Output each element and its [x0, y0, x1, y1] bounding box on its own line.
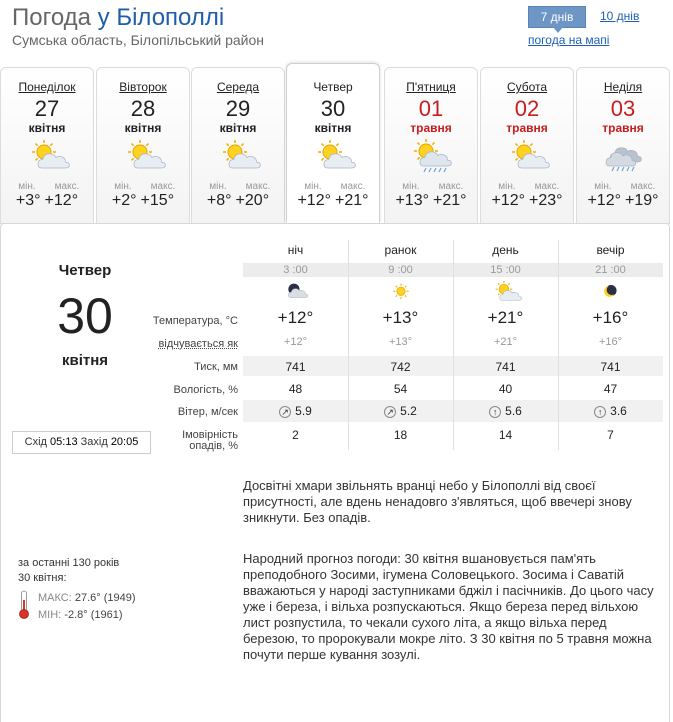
- history-max: [38, 592, 136, 604]
- day-tab-month: квітня: [219, 121, 257, 135]
- col-temp: +16°: [592, 308, 629, 327]
- min-max-temps: [385, 192, 477, 210]
- col-humidity: 48: [288, 382, 303, 396]
- thermometer-icon: [18, 590, 30, 620]
- moon-cloud-icon: [280, 280, 312, 304]
- min-label: мін.: [18, 181, 36, 192]
- min-max-temps: [97, 192, 189, 210]
- col-pressure: 742: [390, 360, 411, 374]
- min-max-labels: [481, 181, 573, 192]
- min-label: мін.: [209, 181, 227, 192]
- region-subtitle: Сумська область, Білопільський район: [12, 32, 265, 48]
- col-feels: +16°: [598, 336, 623, 348]
- min-label: мін.: [304, 181, 322, 192]
- moon-icon: [595, 280, 627, 304]
- row-label-humidity: Вологість, %: [173, 384, 238, 396]
- sun-cloud-icon: [120, 139, 166, 173]
- col-time-2: 15 :00: [490, 264, 521, 276]
- min-max-temps: [287, 192, 379, 210]
- day-tab-weather-icon: [504, 139, 550, 173]
- forecast-description: Досвітні хмари звільнять вранці небо у Білополлі від своєї присутності, але вдень ненадовго з'являться, щоб ввечері знову зникнути. Без опадів.: [243, 478, 632, 525]
- col-feels: +13°: [388, 336, 413, 348]
- col-temp: +21°: [487, 308, 524, 327]
- day-tab-name[interactable]: Четвер: [313, 80, 353, 94]
- col-pressure: 741: [285, 360, 306, 374]
- row-label-feels-like[interactable]: відчувається як: [158, 338, 238, 350]
- history-line-1: за останні 130 років: [18, 557, 120, 569]
- map-link[interactable]: погода на мапі: [528, 33, 610, 47]
- max-temp: +19°: [625, 192, 659, 209]
- day-tab-name[interactable]: Середа: [216, 80, 260, 94]
- sun-icon: [385, 280, 417, 304]
- day-tab-saturday[interactable]: [480, 67, 574, 224]
- max-temp: +21°: [335, 192, 369, 209]
- col-weather-icon: [348, 280, 453, 304]
- title-place: у Білополлі: [97, 4, 225, 31]
- sun-cloud-icon: [215, 139, 261, 173]
- day-tab-wednesday[interactable]: [191, 67, 285, 224]
- min-max-temps: [1, 192, 93, 210]
- sunset-time: 20:05: [110, 436, 139, 448]
- day-tab-name[interactable]: П'ятниця: [406, 80, 456, 94]
- row-label-wind: Вітер, м/сек: [177, 406, 238, 418]
- row-label-precip-1: Імовірність: [182, 429, 238, 441]
- col-wind: [243, 404, 348, 418]
- day-tab-thursday[interactable]: [286, 63, 380, 223]
- day-tab-month: квітня: [314, 121, 352, 135]
- col-weather-icon: [453, 280, 558, 304]
- sun-cloud-icon: [310, 139, 356, 173]
- day-tab-month: травня: [602, 121, 644, 135]
- day-tab-date: 03: [610, 96, 636, 121]
- max-temp: +21°: [433, 192, 467, 209]
- max-temp: +20°: [235, 192, 270, 209]
- wind-direction-icon: ↑: [489, 406, 501, 418]
- col-feels: +12°: [283, 336, 308, 348]
- min-temp: +12°: [491, 192, 525, 209]
- col-precip: 2: [292, 428, 299, 442]
- day-tab-name[interactable]: Неділя: [603, 80, 643, 94]
- col-weather-icon: [243, 280, 348, 304]
- min-temp: +3°: [15, 192, 41, 209]
- day-tabs: [0, 67, 673, 224]
- col-time-0: 3 :00: [283, 264, 308, 276]
- day-tab-date: 29: [225, 96, 251, 121]
- min-max-labels: [385, 181, 477, 192]
- min-max-labels: [577, 181, 669, 192]
- page-title: [12, 4, 224, 32]
- day-tab-weather-icon: [120, 139, 166, 173]
- col-temp: +12°: [277, 308, 314, 327]
- max-label: макс.: [340, 181, 366, 192]
- col-time-3: 21 :00: [595, 264, 626, 276]
- history-max-year: (1949): [103, 592, 136, 604]
- max-label: макс.: [630, 181, 656, 192]
- day-tab-weather-icon: [600, 139, 646, 173]
- history-line-2: 30 квітня:: [18, 572, 67, 584]
- day-tab-friday[interactable]: [384, 67, 478, 224]
- col-humidity: 40: [498, 382, 513, 396]
- min-max-labels: [192, 181, 284, 192]
- day-tab-weather-icon: [310, 139, 356, 173]
- day-tab-month: квітня: [124, 121, 162, 135]
- col-time-1: 9 :00: [388, 264, 413, 276]
- col-humidity: 54: [393, 382, 408, 396]
- sunrise-label: Схід: [24, 436, 47, 448]
- day-tab-date: 27: [34, 96, 60, 121]
- day-tab-date: 02: [514, 96, 540, 121]
- day-tab-name[interactable]: Субота: [506, 80, 548, 94]
- sun-cloud-icon: [24, 139, 70, 173]
- wind-direction-icon: ↑: [594, 406, 606, 418]
- min-max-labels: [1, 181, 93, 192]
- cloud-rain-icon: [600, 139, 646, 173]
- max-temp: +15°: [140, 192, 175, 209]
- col-pressure: 741: [600, 360, 621, 374]
- detail-date: 30: [57, 288, 113, 344]
- row-label-pressure: Тиск, мм: [194, 361, 238, 373]
- max-temp: +12°: [44, 192, 79, 209]
- min-label: мін.: [402, 181, 420, 192]
- day-tab-month: травня: [410, 121, 452, 135]
- history-max-label: МАКС:: [38, 592, 72, 604]
- day-tab-month: травня: [506, 121, 548, 135]
- col-wind-speed: 5.9: [295, 404, 312, 418]
- day-tab-weather-icon: [24, 139, 70, 173]
- sun-cloud-rain-icon: [408, 139, 454, 173]
- day-tab-tuesday[interactable]: [96, 67, 190, 224]
- col-wind: [348, 404, 453, 418]
- row-label-precip-2: опадів, %: [189, 440, 238, 452]
- folk-forecast: [243, 551, 663, 663]
- history-max-value: 27.6°: [74, 592, 101, 604]
- min-temp: +13°: [395, 192, 429, 209]
- sun-cloud-icon: [504, 139, 550, 173]
- col-precip: 18: [393, 428, 408, 442]
- min-temp: +12°: [297, 192, 331, 209]
- day-tab-month: квітня: [28, 121, 66, 135]
- min-label: мін.: [498, 181, 516, 192]
- row-label-temperature: Температура, °C: [152, 315, 238, 327]
- max-label: макс.: [534, 181, 560, 192]
- day-tab-weather-icon: [215, 139, 261, 173]
- history-min-year: (1961): [90, 609, 123, 621]
- min-temp: +12°: [587, 192, 621, 209]
- tab-7-days[interactable]: 7 днів: [528, 6, 586, 28]
- day-tab-name[interactable]: Понеділок: [18, 80, 76, 94]
- detail-month: квітня: [61, 352, 109, 369]
- min-max-temps: [192, 192, 284, 210]
- history-min: [38, 609, 123, 621]
- max-label: макс.: [438, 181, 464, 192]
- min-max-labels: [287, 181, 379, 192]
- wind-direction-icon: ↗: [384, 406, 396, 418]
- min-temp: +2°: [111, 192, 137, 209]
- col-temp: +13°: [382, 308, 419, 327]
- min-temp: +8°: [206, 192, 232, 209]
- wind-direction-icon: ↗: [279, 406, 291, 418]
- col-head-1: ранок: [384, 243, 417, 257]
- day-tab-name[interactable]: Вівторок: [119, 80, 167, 94]
- day-tab-date: 01: [418, 96, 444, 121]
- min-label: мін.: [594, 181, 612, 192]
- col-head-0: ніч: [287, 243, 304, 257]
- min-max-temps: [481, 192, 573, 210]
- min-max-labels: [97, 181, 189, 192]
- day-tab-monday[interactable]: [0, 67, 94, 224]
- row-label-precip: [130, 430, 238, 452]
- min-label: мін.: [114, 181, 132, 192]
- col-precip: 14: [498, 428, 513, 442]
- col-wind-speed: 5.2: [400, 404, 417, 418]
- history-min-value: -2.8°: [64, 609, 88, 621]
- col-wind: [453, 404, 558, 418]
- sun-cloud-icon: [490, 280, 522, 304]
- day-tab-weather-icon: [408, 139, 454, 173]
- col-pressure: 741: [495, 360, 516, 374]
- max-label: макс.: [150, 181, 176, 192]
- min-max-temps: [577, 192, 669, 210]
- col-wind-speed: 5.6: [505, 404, 522, 418]
- tab-10-days[interactable]: 10 днів: [600, 9, 640, 23]
- col-wind-speed: 3.6: [610, 404, 627, 418]
- col-humidity: 47: [603, 382, 618, 396]
- col-head-2: день: [492, 243, 519, 257]
- day-tab-date: 30: [320, 96, 346, 121]
- max-label: макс.: [245, 181, 271, 192]
- folk-label: Народний прогноз погоди:: [243, 551, 401, 566]
- col-head-3: вечір: [596, 243, 625, 257]
- sunset-label: Захід: [80, 436, 108, 448]
- col-precip: 7: [607, 428, 614, 442]
- folk-text: 30 квітня вшановується пам'ять преподобного Зосими, ігумена Соловецького. Зосима і Саватій вважаються у народі заступниками бджіл і пасічників. До цього часу уже і береза, і вільха розпускаються. Якщо береза перед вільхою лист розпустила, то чекали сухого літа, а якщо вільха перед березою, то пророкували мокре літо. З 30 квітня по 5 травня можна почути перше кування зозулі.: [243, 551, 654, 662]
- detail-day-name: Четвер: [58, 262, 112, 279]
- max-label: макс.: [54, 181, 80, 192]
- history-heading: [18, 556, 119, 586]
- col-feels: +21°: [493, 336, 518, 348]
- day-tab-date: 28: [130, 96, 156, 121]
- col-weather-icon: [558, 280, 663, 304]
- max-temp: +23°: [529, 192, 563, 209]
- col-wind: [558, 404, 663, 418]
- sunrise-time: 05:13: [50, 436, 78, 448]
- history-min-label: МІН:: [38, 609, 62, 621]
- title-prefix: Погода: [12, 4, 91, 31]
- day-tab-sunday[interactable]: [576, 67, 670, 224]
